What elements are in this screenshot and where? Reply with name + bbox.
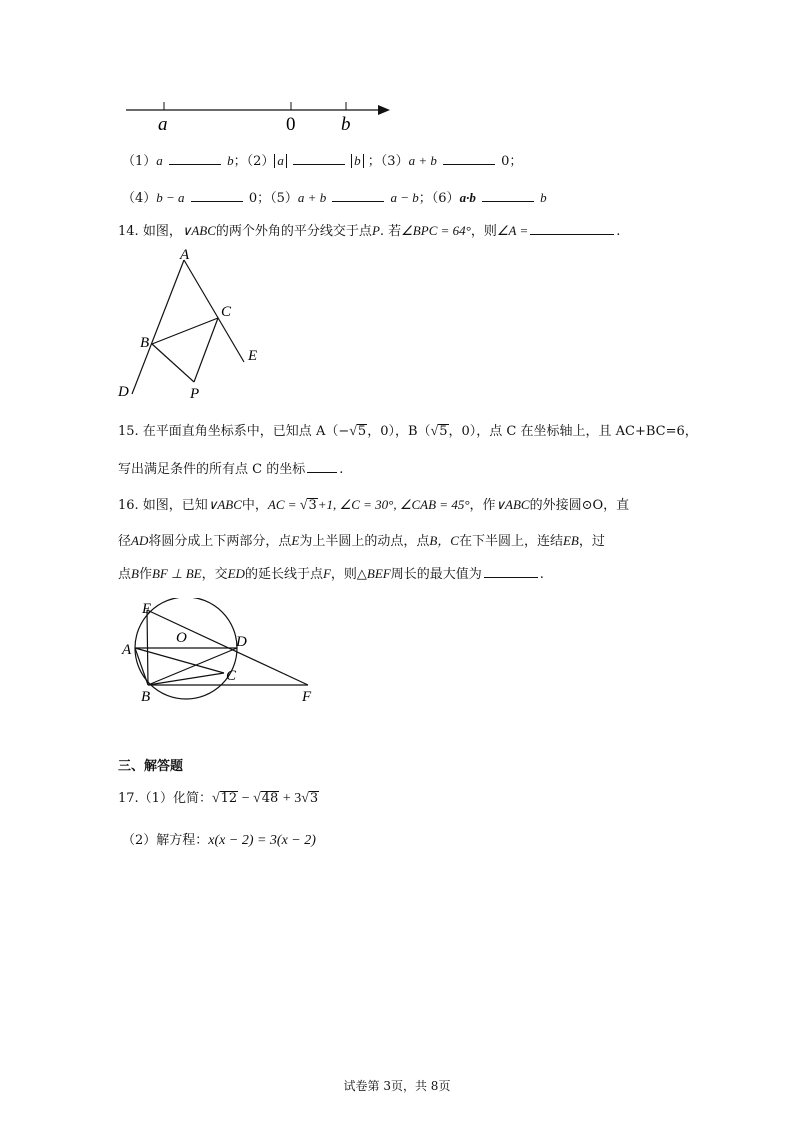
label-C: C [226,668,237,684]
answer-blank-q14[interactable] [530,222,614,235]
answer-blank-5[interactable] [332,189,384,202]
label-B: B [140,335,150,351]
perp-condition: BF ⊥ BE [151,566,202,581]
q13-row1 [122,150,522,169]
abs-a: a [274,154,287,168]
q16-line1: 16. 如图，已知∨ABC中，AC = √3+1, ∠C = 30°, ∠CAB = 45°，作∨ABC的外接圆⊙O，直 [118,497,630,513]
answer-blank-2[interactable] [293,152,345,165]
segment-ad: AD [131,533,149,548]
label-D: D [118,384,129,400]
zero: 0 [501,154,510,169]
number-line-label-b: b [341,114,351,135]
angle-condition: ∠BPC = 64° [401,223,471,238]
point-f: F [322,566,331,581]
separator: ； [367,154,381,169]
question-number: 14. [118,224,139,239]
q15-line1: 15. 在平面直角坐标系中，已知点 A（−√5，0），B（√5，0），点 C 在坐标轴上，且 AC+BC=6， [118,424,698,439]
point-e: E [291,533,300,548]
text: . [339,462,344,477]
equation: x(x − 2) = 3(x − 2) [208,833,316,848]
section-title: 三、解答题 [118,759,184,774]
text: 周长的最大值为 [390,567,482,582]
triangle-abc: ∨ABC [495,497,530,512]
triangle-abc: ∨ABC [181,223,216,238]
answer-blank-1[interactable] [169,152,221,165]
condition: +1, ∠C = 30°, ∠CAB = 45° [317,497,470,512]
text: ，交 [201,567,228,582]
radicand: 5 [357,424,367,439]
text: ，则△ [330,567,367,582]
condition: AC = [267,497,300,512]
var-a: a [156,153,163,168]
text: ，作 [469,498,496,513]
label-D: D [236,634,247,650]
q16-figure [118,598,328,708]
text: 16. 如图，已知 [118,498,208,513]
text: . [616,224,621,239]
expr-a-plus-b: a + b [297,190,327,205]
var-b: b [540,190,547,205]
label-E: E [248,348,258,364]
text: 的两个外角的平分线交于点 [215,224,372,239]
text: . 若 [379,224,402,239]
answer-blank-6[interactable] [482,189,534,202]
q16-line2 [118,530,605,549]
expr-a-times-b: a·b [459,190,476,205]
text: ，直 [603,498,630,513]
text: ，0），点 C 在坐标轴上，且 AC+BC=6， [448,424,698,439]
minus-sign: − [338,424,350,439]
text: ，0），B（ [367,424,431,439]
label-C: C [221,304,232,320]
answer-blank-3[interactable] [443,152,495,165]
q17-part2 [122,829,316,849]
radicand: 5 [439,424,448,439]
var-b: b [227,153,234,168]
text: 点 [118,567,132,582]
text: 径 [118,534,132,549]
text: 为上半圆上的动点，点 [299,534,430,549]
page-footer: 试卷第 3页，共 8页 [343,1079,451,1093]
radicand: 3 [308,498,317,513]
text: ，过 [578,534,605,549]
label-A: A [122,642,132,658]
expr-a-minus-b: a − b [390,190,419,205]
text: 中， [241,498,268,513]
q15-line2 [118,458,343,477]
zero: 0 [248,191,258,206]
q16-line3 [118,563,544,582]
text: 的外接圆⊙O [529,498,604,513]
answer-blank-4[interactable] [191,189,243,202]
label-A: A [180,247,190,263]
text: 如图， [142,224,182,239]
number-line [120,96,400,136]
abs-b: b [351,154,364,168]
text: 17.（1）化简： [118,791,212,806]
label-O: O [176,630,187,646]
part-label: （5） [270,191,298,206]
label-P: P [190,386,200,402]
text: ，则 [470,224,497,239]
text: . [539,567,544,582]
text: 15. 在平面直角坐标系中，已知点 A（ [118,424,339,439]
part-label: （6） [431,191,460,206]
answer-blank-q16[interactable] [484,565,538,578]
expr-b-minus-a: b − a [156,190,185,205]
minus-sign: − [238,791,254,806]
q13-row2 [122,187,547,206]
number-line-label-a: a [158,114,168,135]
point-b: B [131,566,139,581]
q17-part1: 17.（1）化简：√12 − √48 + 3√3 [118,791,319,806]
radicand: 12 [220,791,238,806]
text: 的延长线于点 [244,567,323,582]
part-label: （3） [380,154,409,169]
part-label: （4） [122,191,157,206]
part-label: （1） [122,154,157,169]
triangle-bef: BEF [366,566,391,581]
text: （2）解方程： [122,833,209,848]
segment-eb: EB [562,533,579,548]
text: 在下半圆上，连结 [458,534,563,549]
number-line-label-zero: 0 [286,114,296,135]
q14-figure [112,244,282,404]
segment-ed: ED [227,566,245,581]
text: 写出满足条件的所有点 C 的坐标 [118,462,306,477]
label-B: B [141,689,151,705]
q14-text [118,220,620,239]
radicand: 48 [261,791,279,806]
plus-coef: + 3 [279,791,302,806]
text: 将圆分成上下两部分，点 [148,534,292,549]
answer-blank-q15[interactable] [307,460,337,473]
separator: ； [233,154,247,169]
separator: ； [509,154,523,169]
point-p: P [371,223,380,238]
radicand: 3 [309,791,319,806]
triangle-abc: ∨ABC [207,497,242,512]
part-label: （2） [246,154,275,169]
points-bc: B，C [429,533,459,548]
separator: ； [418,191,432,206]
label-F: F [302,689,312,705]
angle-ask: ∠A = [496,223,529,238]
separator: ； [257,191,271,206]
label-E: E [142,601,152,617]
text: 作 [138,567,152,582]
expr-a-plus-b: a + b [408,153,437,168]
